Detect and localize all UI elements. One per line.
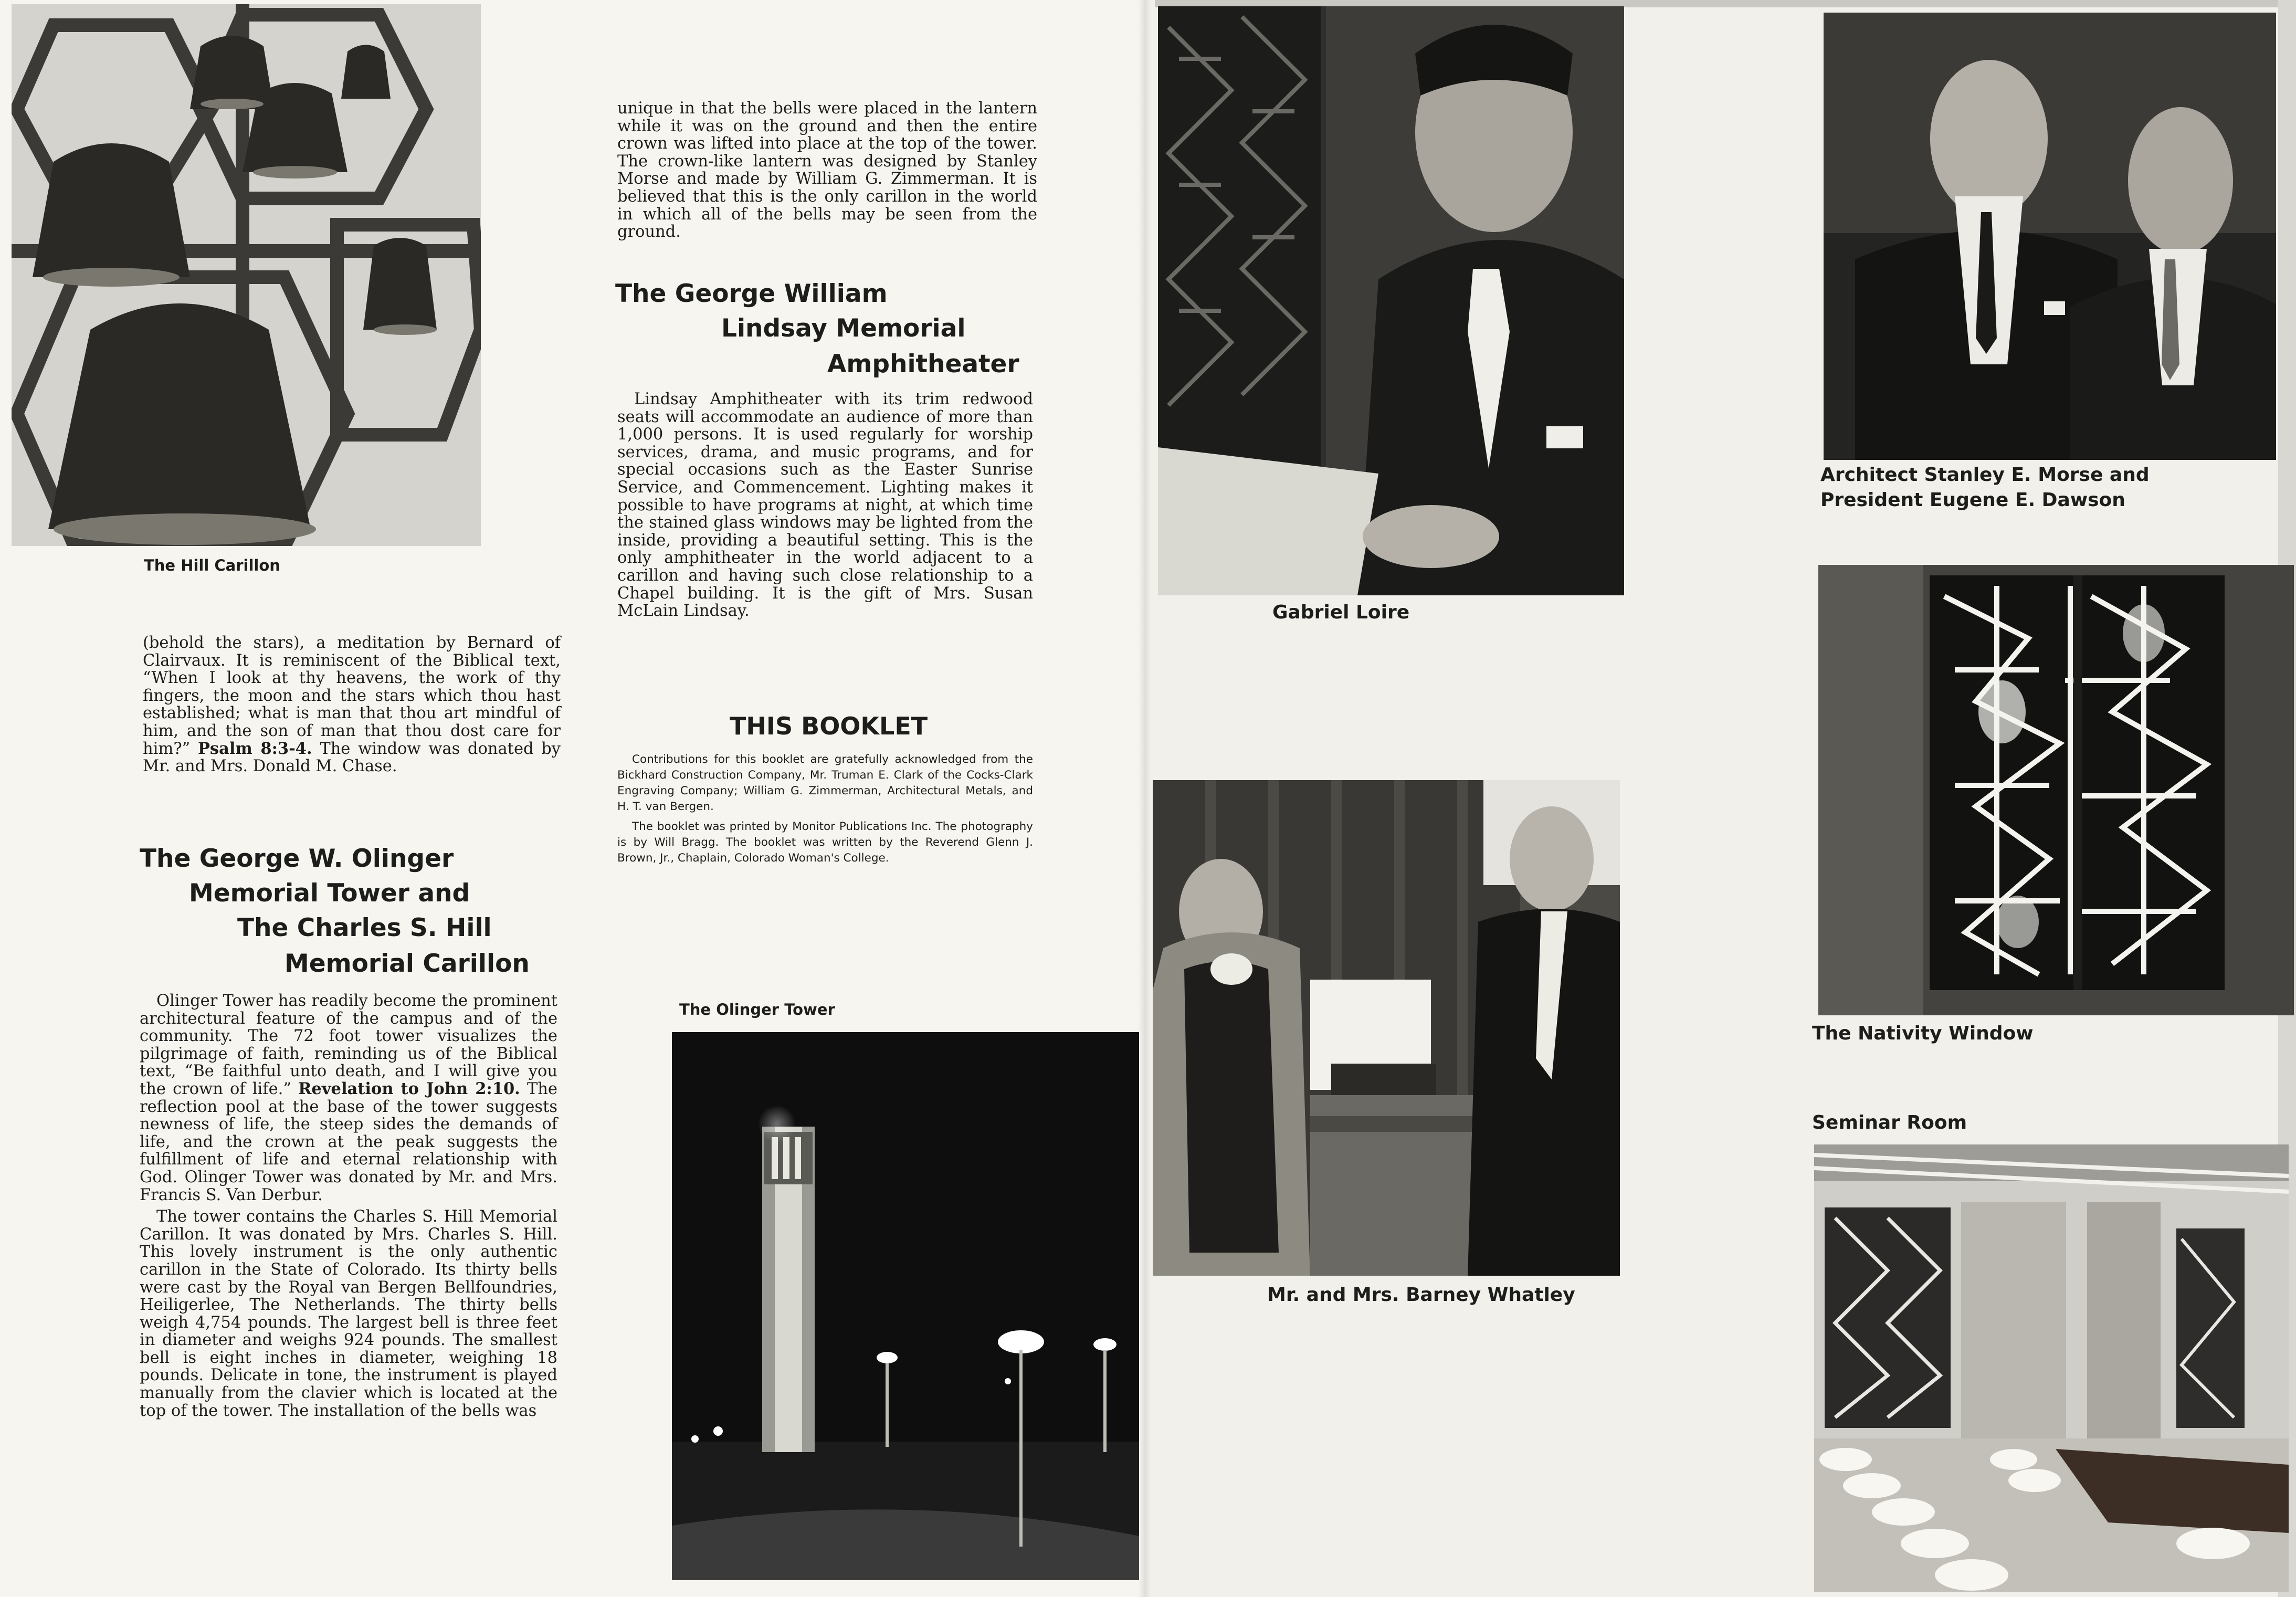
olinger-tower-photo	[672, 1032, 1139, 1580]
hill-carillon-photo	[12, 4, 481, 546]
carillon-continued-paragraph: unique in that the bells were placed in the lantern while it was on the ground and then the entire crown was lifted into place at the top of the tower. The crown-like lantern was designed by Stanley Morse and made by William G. Zimmerman. It is believed that this is the only carillon in the world in which all of the bells may be seen from the ground.	[617, 99, 1037, 241]
whatley-photo	[1153, 780, 1620, 1276]
tower-paragraph-2: The tower contains the Charles S. Hill Memorial Carillon. It was donated by Mrs. Charles S. Hill. This lovely instrument is the only authentic carillon in the State of Colorado. Its thirty bells were cast by the Royal van Bergen Bellfoundries, Heiligerlee, The Netherlands. The thirty bells weigh 4,754 pounds. The largest bell is three feet in diameter and weighs 924 pounds. The smallest bell is eight inches in diameter, weighing 18 pounds. Delicate in tone, the instrument is played manually from the clavier which is located at the top of the tower. The installation of the bells was	[140, 1207, 557, 1420]
gabriel-loire-photo	[1158, 6, 1624, 595]
tower-paragraph	[140, 992, 557, 1420]
tower-heading-line1: The George W. Olinger	[140, 844, 454, 873]
booklet-heading: THIS BOOKLET	[730, 712, 928, 740]
booklet-credits	[617, 752, 1033, 866]
olinger-tower-caption: The Olinger Tower	[679, 1001, 835, 1018]
gabriel-loire-caption: Gabriel Loire	[1272, 602, 1410, 623]
booklet-paragraph-1: Contributions for this booklet are gratefully acknowledged from the Bickhard Construction Company, Mr. Truman E. Clark of the Cocks-Clark Engraving Company; William G. Zimmerman, Architectural Metals, and H. T. van Bergen.	[617, 753, 1033, 813]
tower-heading-line4: Memorial Carillon	[285, 949, 530, 978]
amphitheater-heading-line1: The George William	[615, 279, 888, 308]
seminar-room-caption: Seminar Room	[1812, 1112, 1967, 1133]
morse-dawson-caption-line2: President Eugene E. Dawson	[1820, 489, 2125, 511]
tower-paragraph-1b: The reflection pool at the base of the tower suggests newness of life, the steep sides the demands of life, and the crown at the peak suggests the fulfillment of life and eternal relationship with God. Olinger Tower was donated by Mr. and Mrs. Francis S. Van Derbur.	[140, 1079, 557, 1204]
tower-paragraph-1a: Olinger Tower has readily become the prominent architectural feature of the campus and of the community. The 72 foot tower visualizes the pilgrimage of faith, reminding us of the Biblical text, “Be faithful unto death, and I will give you the crown of life.”	[140, 992, 557, 1098]
amphitheater-heading-line3: Amphitheater	[827, 350, 1019, 379]
whatley-caption: Mr. and Mrs. Barney Whatley	[1267, 1284, 1575, 1306]
amphitheater-paragraph-text: Lindsay Amphitheater with its trim redwood seats will accommodate an audience of more than 1,000 persons. It is used regularly for worship services, drama, and music programs, and for special occasions such as the Easter Sunrise Service, and Commencement. Lighting makes it possible to have programs at night, at which time the stained glass windows may be lighted from the inside, providing a beautiful setting. This is the only amphitheater in the world adjacent to a carillon and having such close relationship to a Chapel building. It is the gift of Mrs. Susan McLain Lindsay.	[617, 390, 1033, 621]
seminar-room-photo	[1814, 1144, 2289, 1592]
window-scripture-ref: Psalm 8:3-4.	[198, 739, 312, 758]
nativity-window-caption: The Nativity Window	[1812, 1023, 2034, 1044]
amphitheater-paragraph	[617, 391, 1033, 620]
window-paragraph-text: (behold the stars), a meditation by Bernard of Clairvaux. It is reminiscent of the Biblical text, “When I look at thy heavens, the work of thy fingers, the moon and the stars which thou hast established; what is man that thou art mindful of him, and the son of man that thou dost care for him?”	[143, 634, 561, 758]
page-fold	[1138, 0, 1151, 1597]
tower-heading-line2: Memorial Tower and	[189, 879, 470, 908]
window-paragraph	[143, 634, 561, 775]
morse-dawson-photo	[1824, 13, 2276, 460]
amphitheater-heading-line2: Lindsay Memorial	[721, 314, 966, 343]
tower-heading-line3: The Charles S. Hill	[237, 913, 492, 942]
morse-dawson-caption-line1: Architect Stanley E. Morse and	[1820, 464, 2150, 486]
nativity-window-photo	[1818, 565, 2294, 1015]
hill-carillon-caption: The Hill Carillon	[144, 556, 280, 574]
tower-scripture-ref: Revelation to John 2:10.	[298, 1079, 520, 1098]
window-paragraph-tail: The window was donated by Mr. and Mrs. Donald M. Chase.	[143, 739, 561, 776]
booklet-paragraph-2: The booklet was printed by Monitor Publications Inc. The photography is by Will Bragg. The booklet was written by the Reverend Glenn J. Brown, Jr., Chaplain, Colorado Woman's College.	[617, 820, 1033, 865]
